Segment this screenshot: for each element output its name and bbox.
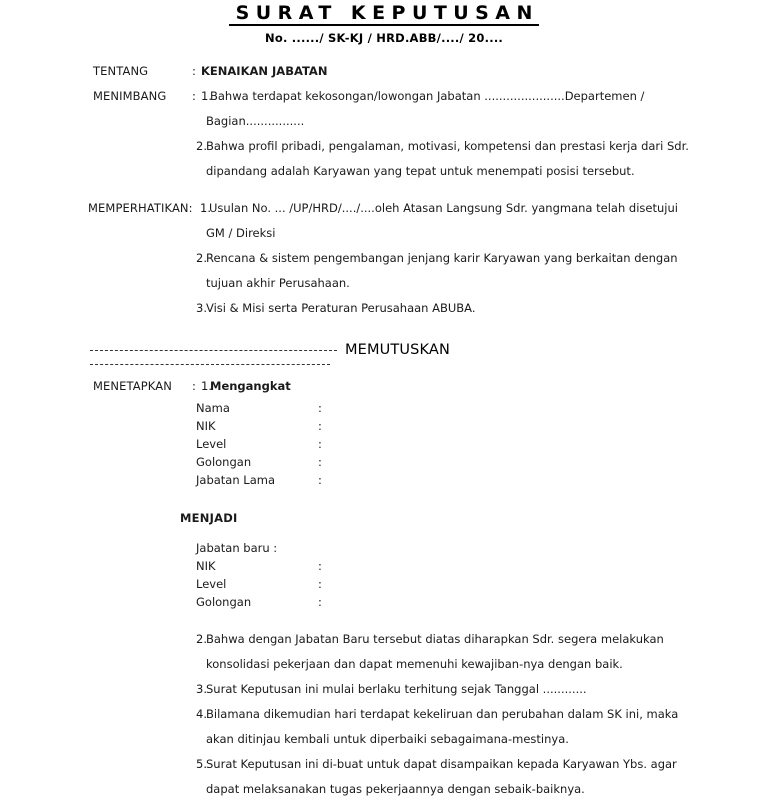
- clause-text-cont: dapat melaksanakan tugas pekerjaannya dengan sebaik-baiknya.: [206, 782, 585, 796]
- menimbang-label: MENIMBANG: [93, 89, 167, 103]
- field-value[interactable]: [322, 471, 768, 489]
- menimbang-colon: :: [192, 89, 196, 103]
- spacer: [0, 611, 768, 627]
- field-nik-baru: [0, 557, 768, 575]
- clause-text: Surat Keputusan ini di-buat untuk dapat disampaikan kepada Karyawan Ybs. agar: [206, 757, 677, 771]
- field-menimbang: [0, 84, 768, 109]
- clause-text: Bilamana dikemudian hari terdapat kekeliruan dan perubahan dalam SK ini, maka: [206, 707, 679, 721]
- page-title: SURAT KEPUTUSAN: [229, 2, 539, 26]
- menetapkan-label: MENETAPKAN: [93, 379, 172, 393]
- field-value[interactable]: [322, 417, 768, 435]
- list-item: [0, 134, 768, 159]
- memutuskan-section: [0, 340, 768, 374]
- field-label: Golongan: [196, 595, 252, 609]
- field-colon: :: [318, 559, 322, 573]
- clause-text-cont: konsolidasi pekerjaan dan dapat memenuhi kewajiban-nya dengan baik.: [206, 657, 623, 671]
- dashed-rule-bottom: [90, 364, 330, 365]
- field-label: Level: [196, 577, 227, 591]
- field-colon: :: [318, 401, 322, 415]
- memperhatikan-item-text-cont: GM / Direksi: [206, 226, 276, 240]
- list-item: [0, 677, 768, 702]
- field-golongan: [0, 453, 768, 471]
- field-colon: :: [318, 595, 322, 609]
- field-label: Jabatan baru :: [196, 541, 278, 555]
- field-value[interactable]: [322, 435, 768, 453]
- field-jabatan-lama: [0, 471, 768, 489]
- field-value[interactable]: [318, 539, 768, 557]
- menetapkan-value: Mengangkat: [210, 379, 291, 393]
- memutuskan-heading: MEMUTUSKAN: [345, 342, 450, 358]
- memperhatikan-item-number: 3.: [196, 301, 207, 315]
- clause-text: Bahwa dengan Jabatan Baru tersebut diatas diharapkan Sdr. segera melakukan: [206, 632, 664, 646]
- menetapkan-colon: :: [192, 379, 196, 393]
- field-colon: :: [318, 473, 322, 487]
- spacer: [0, 184, 768, 196]
- field-nik: [0, 417, 768, 435]
- memperhatikan-item-number: 2.: [196, 251, 207, 265]
- field-golongan-baru: [0, 593, 768, 611]
- menimbang-item-number: 1.: [201, 89, 212, 103]
- field-value[interactable]: [322, 593, 768, 611]
- list-item: [0, 296, 768, 321]
- field-menetapkan: [0, 374, 768, 399]
- field-label: NIK: [196, 419, 216, 433]
- memperhatikan-item-text: Rencana & sistem pengembangan jenjang karir Karyawan yang berkaitan dengan: [206, 251, 678, 265]
- list-item: [0, 627, 768, 652]
- tentang-value: KENAIKAN JABATAN: [201, 64, 328, 78]
- menjadi-heading: MENJADI: [180, 511, 238, 525]
- field-level: [0, 435, 768, 453]
- tentang-label: TENTANG: [93, 64, 149, 78]
- field-tentang: [0, 59, 768, 84]
- list-item: [0, 752, 768, 777]
- spacer: [0, 489, 768, 509]
- menimbang-item-number: 2.: [196, 139, 207, 153]
- field-colon: :: [318, 577, 322, 591]
- document-body: [0, 59, 768, 802]
- memperhatikan-item-number: 1.: [200, 201, 211, 215]
- field-label: NIK: [196, 559, 216, 573]
- field-colon: :: [318, 437, 322, 451]
- list-item: [0, 246, 768, 271]
- field-level-baru: [0, 575, 768, 593]
- dashed-rule-top: [90, 350, 337, 351]
- field-label: Golongan: [196, 455, 252, 469]
- menimbang-item-text: Bahwa profil pribadi, pengalaman, motivasi, kompetensi dan prestasi kerja dari Sdr.: [206, 139, 689, 153]
- document-number: No. ....../ SK-KJ / HRD.ABB/..../ 20....: [264, 31, 504, 45]
- field-nama: [0, 399, 768, 417]
- field-value[interactable]: [322, 575, 768, 593]
- field-memperhatikan: [0, 196, 768, 221]
- list-item: [0, 702, 768, 727]
- clause-number: 2.: [196, 632, 207, 646]
- clause-text-cont: akan ditinjau kembali untuk diperbaiki sebagaimana-mestinya.: [206, 732, 569, 746]
- clause-number: 5.: [196, 757, 207, 771]
- menetapkan-item-number: 1.: [201, 379, 212, 393]
- memperhatikan-item-text-cont: tujuan akhir Perusahaan.: [206, 276, 350, 290]
- field-label: Nama: [196, 401, 230, 415]
- memperhatikan-item-text: Usulan No. ... /UP/HRD/..../....oleh Atasan Langsung Sdr. yangmana telah disetujui: [209, 201, 678, 215]
- memperhatikan-item-text: Visi & Misi serta Peraturan Perusahaan ABUBA.: [206, 301, 476, 315]
- document-header: [0, 0, 768, 45]
- clause-number: 3.: [196, 682, 207, 696]
- spacer: [0, 527, 768, 539]
- field-value[interactable]: [322, 399, 768, 417]
- memperhatikan-label: MEMPERHATIKAN:: [88, 201, 193, 215]
- menimbang-item-text: Bahwa terdapat kekosongan/lowongan Jabatan ......................Departemen /: [210, 89, 645, 103]
- field-label: Level: [196, 437, 227, 451]
- field-colon: :: [318, 419, 322, 433]
- field-jabatan-baru: [0, 539, 768, 557]
- field-label: Jabatan Lama: [196, 473, 275, 487]
- tentang-colon: :: [192, 64, 196, 78]
- clause-text: Surat Keputusan ini mulai berlaku terhitung sejak Tanggal ............: [206, 682, 587, 696]
- field-colon: :: [318, 455, 322, 469]
- field-value[interactable]: [322, 557, 768, 575]
- clause-number: 4.: [196, 707, 207, 721]
- menimbang-item-text-cont: dipandang adalah Karyawan yang tepat untuk menempati posisi tersebut.: [206, 164, 635, 178]
- menimbang-item-text-cont: Bagian................: [206, 114, 305, 128]
- field-value[interactable]: [322, 453, 768, 471]
